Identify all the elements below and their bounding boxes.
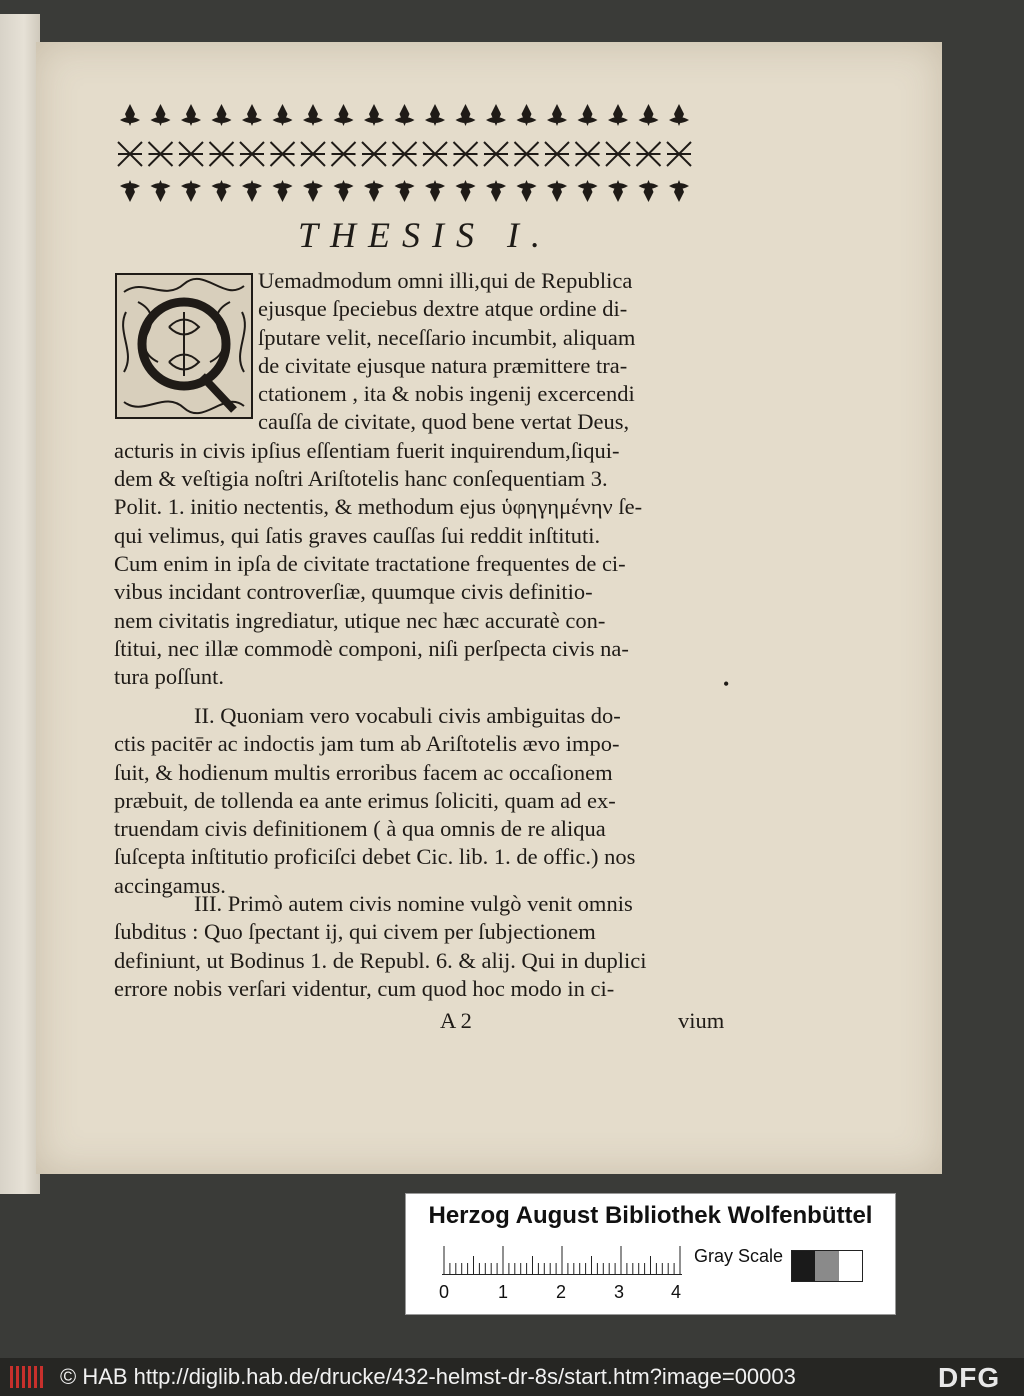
gray-patch-light — [839, 1251, 862, 1281]
text-line: accingamus. — [114, 872, 226, 898]
ornament-fleuron — [608, 104, 628, 126]
text-line: ſuſcepta inſtitutio proficiſci debet Cic. lib. 1. de offic.) nos — [114, 844, 636, 870]
ornament-lattice — [484, 142, 508, 166]
ornament-fleuron — [242, 104, 262, 126]
ornament-lattice — [271, 142, 295, 166]
text-line: qui velimus, qui ſatis graves cauſſas ſui reddit inſtituti. — [114, 522, 601, 548]
book-page — [36, 42, 942, 1174]
ornament-lattice — [393, 142, 417, 166]
ornament-fleuron — [425, 104, 445, 126]
gray-patch-mid — [815, 1251, 838, 1281]
ornament-fleuron — [456, 104, 476, 126]
text-line: de civitate ejusque natura præmittere tra- — [258, 352, 628, 378]
text-line: dem & veſtigia noſtri Ariſtotelis hanc conſequentiam 3. — [114, 466, 608, 492]
margin-mark: • — [723, 674, 730, 694]
ornament-lattice — [301, 142, 325, 166]
gray-scale-label: Gray Scale — [694, 1246, 784, 1266]
dfg-logo: DFG — [938, 1362, 1001, 1393]
ornament-fleuron — [364, 180, 384, 202]
ruler-number: 2 — [556, 1282, 567, 1302]
ornament-fleuron — [242, 180, 262, 202]
ornament-fleuron — [181, 104, 201, 126]
ornament-lattice — [545, 142, 569, 166]
ornament-fleuron — [151, 180, 171, 202]
gray-scale-patches — [791, 1250, 863, 1282]
text-line: ctis pacitēr ac indoctis jam tum ab Ariſtotelis ævo impo- — [114, 731, 620, 757]
ornament-fleuron — [120, 104, 140, 126]
text-line: nem civitatis ingrediatur, utique nec hæc accuratè con- — [114, 607, 606, 633]
ornament-fleuron — [547, 180, 567, 202]
text-line: ſtitui, nec illæ commodè componi, niſi perſpecta civis na- — [114, 635, 629, 661]
ornament-fleuron — [669, 104, 689, 126]
ornament-lattice — [606, 142, 630, 166]
ornament-fleuron — [273, 180, 293, 202]
text-line: ſputare velit, neceſſario incumbit, aliquam — [258, 324, 636, 350]
text-line: tura poſſunt. — [114, 664, 224, 690]
ornament-lattice — [667, 142, 691, 166]
ornament-fleuron — [120, 180, 140, 202]
text-line: vibus incidant controverſiæ, quumque civis definitio- — [114, 579, 593, 605]
ornament-band — [114, 98, 702, 208]
page-heading: THESIS I. — [298, 215, 552, 255]
catchword: vium — [678, 1008, 725, 1033]
ornament-fleuron — [578, 180, 598, 202]
ornament-fleuron — [669, 180, 689, 202]
ornament-lattice — [423, 142, 447, 166]
library-name: Herzog August Bibliothek Wolfenbüttel — [428, 1202, 873, 1229]
text-line: ſuit, & hodienum multis erroribus facem ac occaſionem — [114, 759, 613, 785]
ornament-fleuron — [181, 180, 201, 202]
copyright-url[interactable]: © HAB http://diglib.hab.de/drucke/432-helmst-dr-8s/start.htm?image=00003 — [60, 1364, 796, 1389]
footer-bar — [0, 1358, 1024, 1396]
ornament-fleuron — [547, 104, 567, 126]
ornament-fleuron — [425, 180, 445, 202]
ruler-number: 3 — [614, 1282, 625, 1302]
ruler-number: 1 — [498, 1282, 509, 1302]
text-line: præbuit, de tollenda ea ante erimus ſoliciti, quam ad ex- — [114, 787, 616, 813]
ornament-lattice — [118, 142, 142, 166]
text-line: acturis in civis ipſius eſſentiam fuerit inquirendum,ſiqui- — [114, 437, 620, 463]
hab-logo-icon — [8, 1364, 46, 1390]
ornament-fleuron — [639, 104, 659, 126]
text-line: Uemadmodum omni illi,qui de Republica — [258, 268, 633, 293]
ornament-fleuron — [273, 104, 293, 126]
text-line: Cum enim in ipſa de civitate tractatione frequentes de ci- — [114, 550, 626, 576]
ornament-lattice — [362, 142, 386, 166]
paragraph-1 — [114, 267, 764, 691]
ornament-fleuron — [334, 180, 354, 202]
ornament-fleuron — [212, 104, 232, 126]
ornament-fleuron — [517, 180, 537, 202]
text-line: ejusque ſpeciebus dextre atque ordine di- — [258, 296, 628, 322]
text-line: cauſſa de civitate, quod bene vertat Deus, — [258, 409, 630, 435]
text-line: definiunt, ut Bodinus 1. de Republ. 6. & alij. Qui in duplici — [114, 947, 647, 973]
ornament-fleuron — [456, 180, 476, 202]
ruler-number: 0 — [439, 1282, 450, 1302]
ornament-fleuron — [151, 104, 171, 126]
ornament-fleuron — [212, 180, 232, 202]
ornament-lattice — [576, 142, 600, 166]
previous-page-edge — [0, 14, 40, 1194]
paragraph-3 — [114, 890, 764, 1003]
ornament-lattice — [149, 142, 173, 166]
ornament-fleuron — [517, 104, 537, 126]
text-line: errore nobis verſari videntur, cum quod hoc modo in ci- — [114, 975, 615, 1001]
signature-mark: A 2 — [440, 1008, 472, 1033]
text-line: Polit. 1. initio nectentis, & methodum ejus ὑφηγημένην ſe- — [114, 494, 643, 520]
paragraph-2 — [114, 702, 764, 900]
ornament-fleuron — [364, 104, 384, 126]
text-line: truendam civis definitionem ( à qua omnis de re aliqua — [114, 816, 606, 842]
text-line: ctationem , ita & nobis ingenij excercendi — [258, 381, 635, 407]
ruler-number: 4 — [671, 1282, 682, 1302]
ornament-lattice — [210, 142, 234, 166]
ornament-fleuron — [486, 104, 506, 126]
ornament-fleuron — [303, 104, 323, 126]
ornament-fleuron — [639, 180, 659, 202]
gray-patch-dark — [792, 1251, 815, 1281]
ornament-fleuron — [334, 104, 354, 126]
ornament-fleuron — [608, 180, 628, 202]
ornament-fleuron — [486, 180, 506, 202]
text-line: II. Quoniam vero vocabuli civis ambiguitas do- — [194, 703, 621, 728]
ornament-lattice — [515, 142, 539, 166]
text-line: ſubditus : Quo ſpectant ij, qui civem per ſubjectionem — [114, 919, 596, 945]
hab-color-card — [405, 1193, 896, 1315]
ornament-fleuron — [395, 104, 415, 126]
ornament-fleuron — [395, 180, 415, 202]
ornament-lattice — [637, 142, 661, 166]
ornament-lattice — [332, 142, 356, 166]
ornament-fleuron — [303, 180, 323, 202]
ornament-lattice — [454, 142, 478, 166]
cm-ruler — [442, 1246, 682, 1275]
ornament-fleuron — [578, 104, 598, 126]
ornament-lattice — [179, 142, 203, 166]
ornament-lattice — [240, 142, 264, 166]
text-line: III. Primò autem civis nomine vulgò venit omnis — [194, 891, 633, 916]
